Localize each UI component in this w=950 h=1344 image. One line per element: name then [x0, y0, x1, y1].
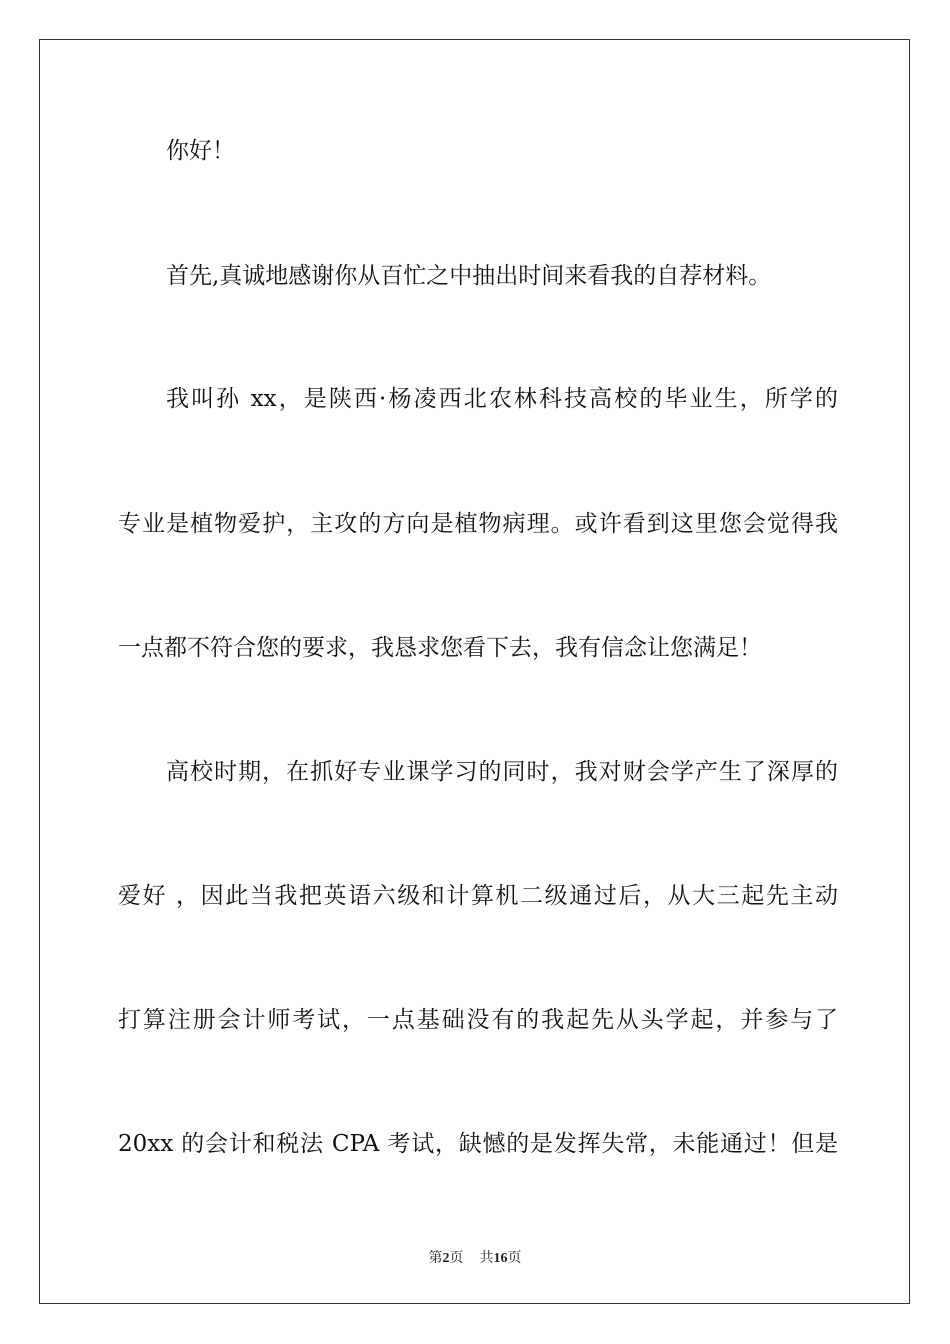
paragraph-line: 爱好 ，因此当我把英语六级和计算机二级通过后，从大三起先主动 [118, 883, 838, 909]
total-pages: 16 [493, 1251, 508, 1266]
paragraph-line: 一点都不符合您的要求，我恳求您看下去，我有信念让您满足！ [118, 635, 762, 661]
page-prefix: 第 [428, 1251, 443, 1266]
paragraph-line: 打算注册会计师考试，一点基础没有的我起先从头学起，并参与了 [118, 1007, 838, 1033]
paragraph-line: 高校时期，在抓好专业课学习的同时，我对财会学产生了深厚的 [166, 759, 838, 785]
paragraph-line: 首先,真诚地感谢你从百忙之中抽出时间来看我的自荐材料。 [166, 263, 772, 289]
page-footer [0, 1247, 950, 1267]
page-number: 2 [442, 1251, 450, 1266]
page-suffix: 页 [449, 1251, 464, 1266]
paragraph-line: 20xx 的会计和税法 CPA 考试，缺憾的是发挥失常，未能通过！但是 [118, 1131, 838, 1157]
greeting-line: 你好！ [166, 138, 235, 164]
page-border [39, 39, 910, 1304]
total-suffix: 页 [507, 1251, 522, 1266]
total-prefix: 共 [479, 1251, 494, 1266]
paragraph-line: 我叫孙 xx，是陕西·杨凌西北农林科技高校的毕业生，所学的 [166, 386, 838, 412]
paragraph-line: 专业是植物爱护，主攻的方向是植物病理。或许看到这里您会觉得我 [118, 511, 838, 537]
